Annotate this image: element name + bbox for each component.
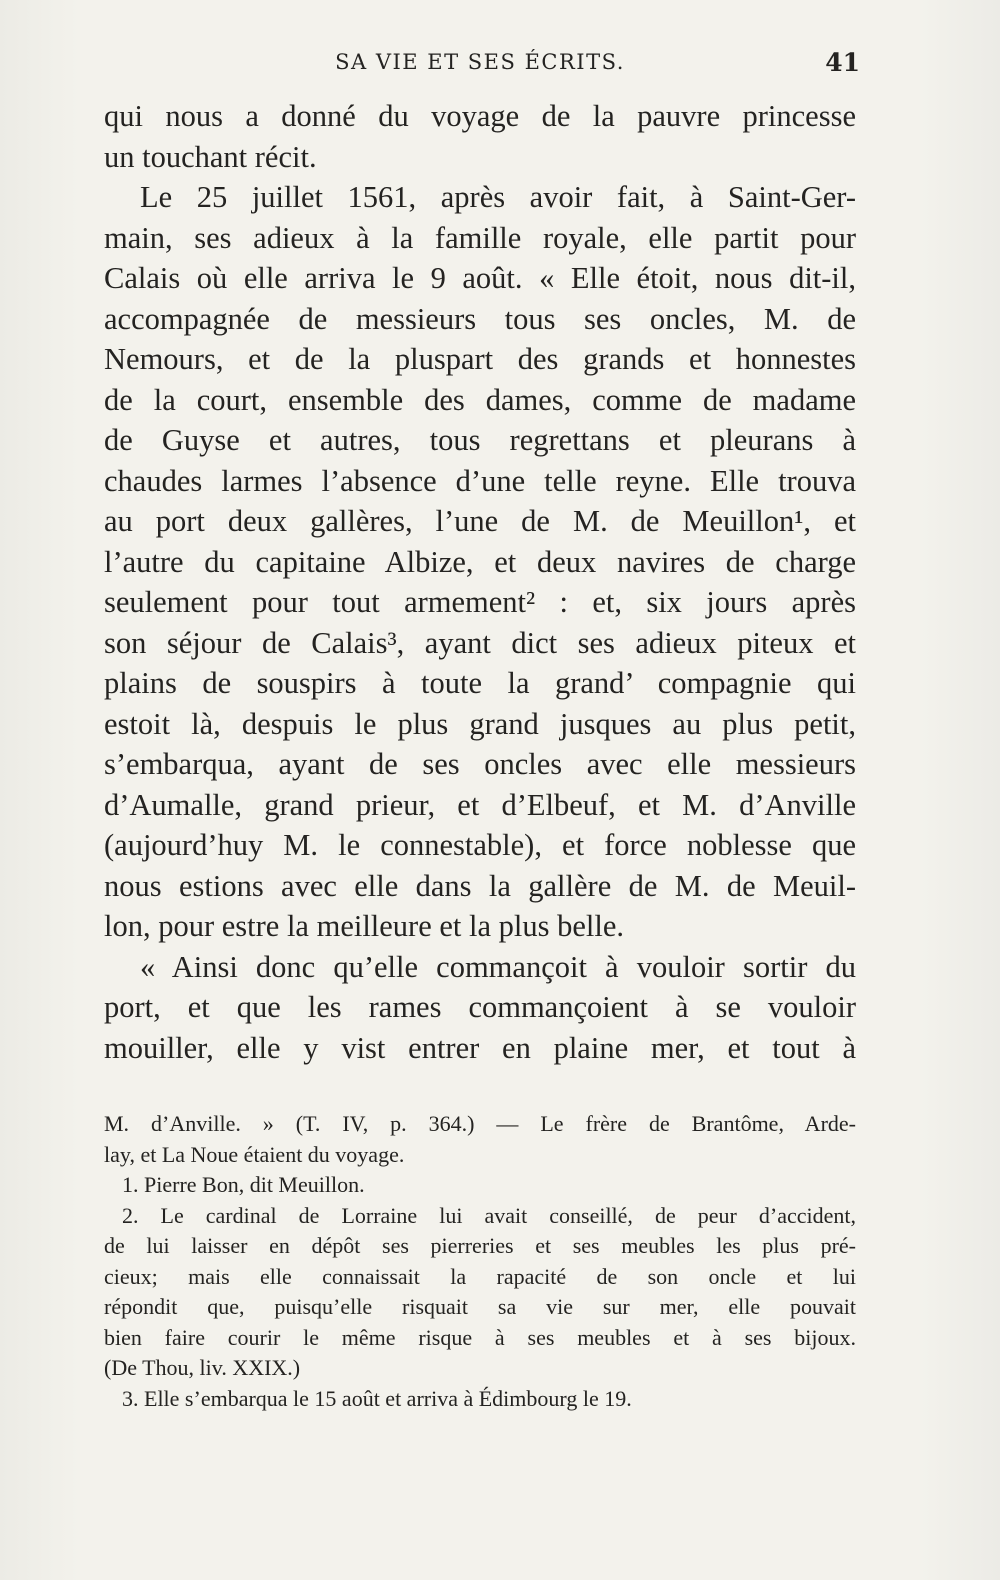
running-head-title: SA VIE ET SES ÉCRITS. [335,50,625,74]
running-head [104,48,860,80]
body-line: Le 25 juillet 1561, après avoir fait, à Saint-Ger- [140,180,856,214]
body-line: (aujourd’huy M. le connestable), et force noblesse que [104,828,856,862]
body-line: de Guyse et autres, tous regrettans et pleurans à [104,423,856,457]
body-line: Nemours, et de la pluspart des grands et honnestes [104,342,856,376]
footnote-line: 1. Pierre Bon, dit Meuillon. [122,1172,365,1197]
body-line: s’embarqua, ayant de ses oncles avec elle messieurs [104,747,856,781]
body-line: seulement pour tout armement² : et, six jours après [104,585,856,619]
body-line: de la court, ensemble des dames, comme de madame [104,382,856,417]
body-line: Calais où elle arriva le 9 août. « Elle étoit, nous dit-il, [104,261,856,295]
body-line: « Ainsi donc qu’elle commançoit à vouloir sortir du [140,949,856,984]
body-line: nous estions avec elle dans la gallère de M. de Meuil- [104,868,856,903]
body-line: d’Aumalle, grand prieur, et d’Elbeuf, et M. d’Anville [104,787,856,822]
footnote-line: (De Thou, liv. XXIX.) [104,1355,301,1380]
body-text [104,96,856,1068]
body-line: plains de souspirs à toute la grand’ compagnie qui [104,666,856,700]
body-line: accompagnée de messieurs tous ses oncles, M. de [104,301,856,336]
body-line: au port deux gallères, l’une de M. de Meuillon¹, et [104,504,856,538]
footnote-line: de lui laisser en dépôt ses pierreries et ses meubles les plus pré- [104,1233,856,1258]
page-number: 41 [825,48,860,77]
footnote-line: répondit que, puisqu’elle risquait sa vie sur mer, elle pouvait [104,1294,856,1319]
footnote-line: bien faire courir le même risque à ses meubles et à ses bijoux. [104,1324,856,1350]
footnotes [104,1109,856,1414]
body-line: lon, pour estre la meilleure et la plus belle. [104,909,625,943]
body-line: port, et que les rames commançoient à se vouloir [104,990,856,1024]
footnote-line: 3. Elle s’embarqua le 15 août et arriva à Édimbourg le 19. [122,1385,632,1411]
body-line: son séjour de Calais³, ayant dict ses adieux piteux et [104,625,856,660]
body-line: un touchant récit. [104,139,317,174]
body-line: main, ses adieux à la famille royale, elle partit pour [104,220,856,255]
body-line: l’autre du capitaine Albize, et deux navires de charge [104,544,856,579]
footnote-line: cieux; mais elle connaissait la rapacité de son oncle et lui [104,1263,856,1289]
body-line: chaudes larmes l’absence d’une telle reyne. Elle trouva [104,463,856,498]
body-line: mouiller, elle y vist entrer en plaine mer, et tout à [104,1030,856,1065]
footnote-line: 2. Le cardinal de Lorraine lui avait conseillé, de peur d’accident, [122,1202,856,1228]
footnote-line: lay, et La Noue étaient du voyage. [104,1141,405,1167]
footnote-line: M. d’Anville. » (T. IV, p. 364.) — Le frère de Brantôme, Arde- [104,1111,856,1136]
body-line: qui nous a donné du voyage de la pauvre princesse [104,99,856,133]
body-line: estoit là, despuis le plus grand jusques au plus petit, [104,706,856,741]
